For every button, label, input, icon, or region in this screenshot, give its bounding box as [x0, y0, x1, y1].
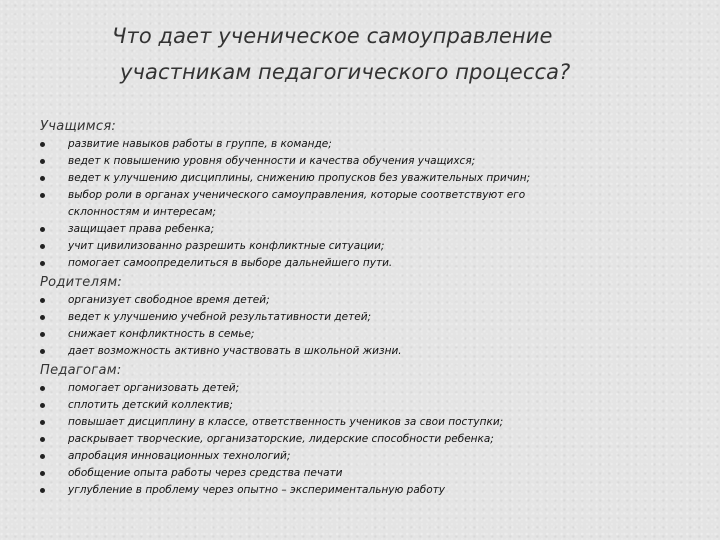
bullet-icon: [40, 454, 45, 459]
bullet-icon: [40, 142, 45, 147]
bullet-list: [40, 380, 700, 499]
section-heading: Учащимся:: [40, 119, 117, 134]
section-heading: Педагогам:: [40, 363, 122, 378]
list-item: [40, 482, 700, 499]
bullet-icon: [40, 261, 45, 266]
list-item-text: ведет к улучшению учебной результативности детей;: [68, 311, 372, 323]
list-item-text: апробация инновационных технологий;: [68, 450, 291, 462]
bullet-icon: [40, 403, 45, 408]
list-item-text: дает возможность активно участвовать в школьной жизни.: [68, 345, 402, 357]
bullet-icon: [40, 193, 45, 198]
bullet-icon: [40, 227, 45, 232]
list-item: [40, 255, 700, 272]
title-line-1: Что дает ученическое самоуправление: [112, 24, 553, 48]
list-item: [40, 414, 700, 431]
list-item: [40, 136, 700, 153]
list-item: [40, 221, 700, 238]
list-item-text: выбор роли в органах ученического самоуправления, которые соответствуют его склонностям и интересам;: [68, 189, 526, 218]
bullet-icon: [40, 488, 45, 493]
list-item-text: развитие навыков работы в группе, в команде;: [68, 138, 332, 150]
bullet-icon: [40, 386, 45, 391]
section-students: [40, 118, 700, 272]
list-item-text: сплотить детский коллектив;: [68, 399, 233, 411]
list-item-text: повышает дисциплину в классе, ответственность учеников за свои поступки;: [68, 416, 504, 428]
section-heading: Родителям:: [40, 275, 123, 290]
slide-title: [80, 18, 640, 90]
list-item-text: ведет к улучшению дисциплины, снижению пропусков без уважительных причин;: [68, 172, 531, 184]
bullet-icon: [40, 159, 45, 164]
bullet-list: [40, 136, 700, 272]
list-item-text: обобщение опыта работы через средства печати: [68, 467, 343, 479]
bullet-icon: [40, 471, 45, 476]
list-item: [40, 292, 700, 309]
list-item-text: углубление в проблему через опытно – экспериментальную работу: [68, 484, 445, 496]
list-item: [40, 153, 700, 170]
list-item-text: помогает самоопределиться в выборе дальнейшего пути.: [68, 257, 393, 269]
list-item: [40, 397, 700, 414]
list-item: [40, 187, 588, 221]
bullet-icon: [40, 298, 45, 303]
list-item-text: снижает конфликтность в семье;: [68, 328, 255, 340]
bullet-icon: [40, 332, 45, 337]
list-item: [40, 170, 700, 187]
list-item-text: организует свободное время детей;: [68, 294, 270, 306]
title-line-2: участникам педагогического процесса?: [120, 60, 571, 84]
section-parents: [40, 274, 700, 360]
list-item: [40, 238, 700, 255]
list-item: [40, 343, 700, 360]
list-item-text: ведет к повышению уровня обученности и качества обучения учащихся;: [68, 155, 476, 167]
list-item-text: помогает организовать детей;: [68, 382, 240, 394]
list-item-text: учит цивилизованно разрешить конфликтные ситуации;: [68, 240, 385, 252]
list-item: [40, 448, 700, 465]
bullet-icon: [40, 315, 45, 320]
bullet-icon: [40, 349, 45, 354]
list-item: [40, 465, 700, 482]
bullet-icon: [40, 437, 45, 442]
list-item: [40, 380, 700, 397]
section-teachers: [40, 362, 700, 499]
list-item-text: защищает права ребенка;: [68, 223, 215, 235]
list-item: [40, 326, 700, 343]
bullet-icon: [40, 420, 45, 425]
bullet-list: [40, 292, 700, 360]
list-item: [40, 431, 700, 448]
bullet-icon: [40, 176, 45, 181]
bullet-icon: [40, 244, 45, 249]
list-item-text: раскрывает творческие, организаторские, лидерские способности ребенка;: [68, 433, 494, 445]
list-item: [40, 309, 700, 326]
